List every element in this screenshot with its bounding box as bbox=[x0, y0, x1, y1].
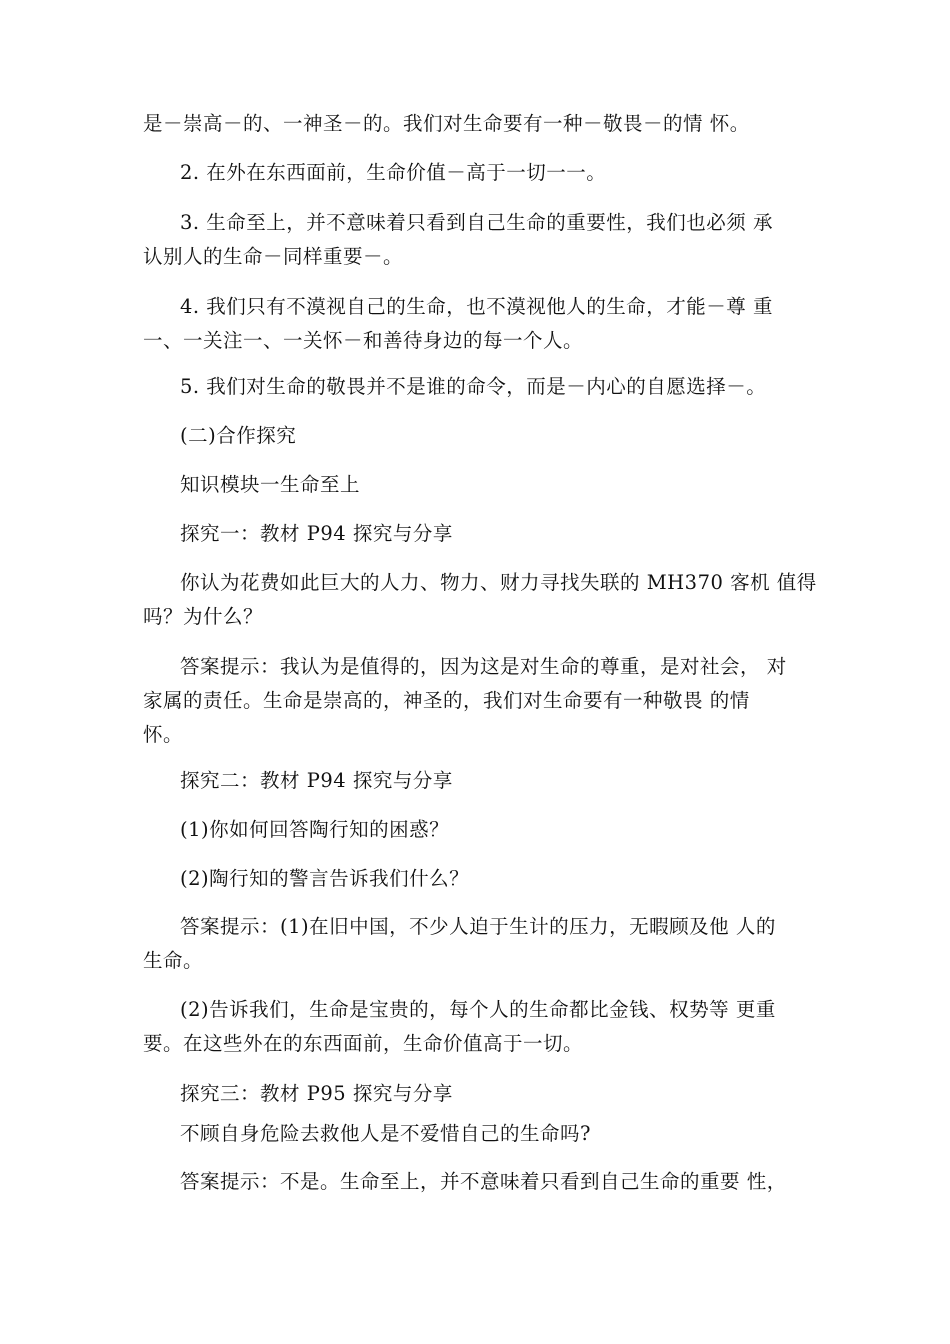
text-line: (二)合作探究 bbox=[180, 424, 297, 447]
module-heading bbox=[143, 468, 870, 502]
paragraph-reverence bbox=[143, 107, 833, 141]
text-line: 怀。 bbox=[143, 723, 184, 746]
inquiry-3-heading bbox=[143, 1077, 870, 1111]
text-line: 一、一关注一、一关怀－和善待身边的每一个人。 bbox=[143, 329, 584, 352]
text-line: 知识模块一生命至上 bbox=[180, 473, 361, 496]
text-line: 探究三：教材 P95 探究与分享 bbox=[180, 1082, 453, 1105]
text-line: 要。在这些外在的东西面前，生命价值高于一切。 bbox=[143, 1032, 584, 1055]
inquiry-3-question bbox=[143, 1117, 870, 1151]
text-line: 答案提示：(1)在旧中国，不少人迫于生计的压力，无暇顾及他 人的 bbox=[180, 915, 776, 938]
text-line: 探究二：教材 P94 探究与分享 bbox=[180, 769, 453, 792]
text-line: 3. 生命至上，并不意味着只看到自己生命的重要性，我们也必须 承 bbox=[180, 211, 774, 234]
section-heading bbox=[143, 419, 870, 453]
text-line: (2)告诉我们，生命是宝贵的，每个人的生命都比金钱、权势等 更重 bbox=[180, 998, 776, 1021]
text-line: 答案提示：不是。生命至上，并不意味着只看到自己生命的重要 性， bbox=[180, 1170, 787, 1193]
inquiry-3-answer bbox=[143, 1165, 870, 1199]
inquiry-1-question bbox=[143, 566, 870, 634]
text-line: 你认为花费如此巨大的人力、物力、财力寻找失联的 MH370 客机 值得 bbox=[180, 571, 817, 594]
text-line: 4. 我们只有不漠视自己的生命，也不漠视他人的生命，才能－尊 重 bbox=[180, 295, 774, 318]
inquiry-2-question-1 bbox=[143, 813, 870, 847]
text-line: 是－崇高－的、一神圣－的。我们对生命要有一种－敬畏－的情 怀。 bbox=[143, 112, 750, 135]
text-line: 吗？为什么？ bbox=[143, 605, 264, 628]
text-line: 答案提示：我认为是值得的，因为这是对生命的尊重，是对社会， 对 bbox=[180, 655, 787, 678]
inquiry-1-heading bbox=[143, 517, 870, 551]
text-line: 不顾自身危险去救他人是不爱惜自己的生命吗? bbox=[180, 1122, 591, 1145]
text-line: 认别人的生命－同样重要－。 bbox=[143, 245, 404, 268]
text-line: 探究一：教材 P94 探究与分享 bbox=[180, 522, 453, 545]
text-line: 2. 在外在东西面前，生命价值－高于一切一一。 bbox=[180, 161, 607, 184]
text-line: 生命。 bbox=[143, 949, 204, 972]
inquiry-2-answer-2 bbox=[143, 993, 870, 1061]
paragraph-point-3 bbox=[143, 206, 870, 274]
paragraph-point-2 bbox=[143, 156, 870, 190]
text-line: (1)你如何回答陶行知的困惑？ bbox=[180, 818, 450, 841]
paragraph-point-4 bbox=[143, 290, 870, 358]
inquiry-2-question-2 bbox=[143, 862, 870, 896]
inquiry-1-answer bbox=[143, 650, 870, 752]
text-line: 家属的责任。生命是崇高的，神圣的，我们对生命要有一种敬畏 的情 bbox=[143, 689, 750, 712]
text-line: (2)陶行知的警言告诉我们什么？ bbox=[180, 867, 470, 890]
paragraph-point-5 bbox=[143, 370, 870, 404]
inquiry-2-heading bbox=[143, 764, 870, 798]
text-line: 5. 我们对生命的敬畏并不是谁的命令，而是－内心的自愿选择－。 bbox=[180, 375, 767, 398]
inquiry-2-answer-1 bbox=[143, 910, 870, 978]
